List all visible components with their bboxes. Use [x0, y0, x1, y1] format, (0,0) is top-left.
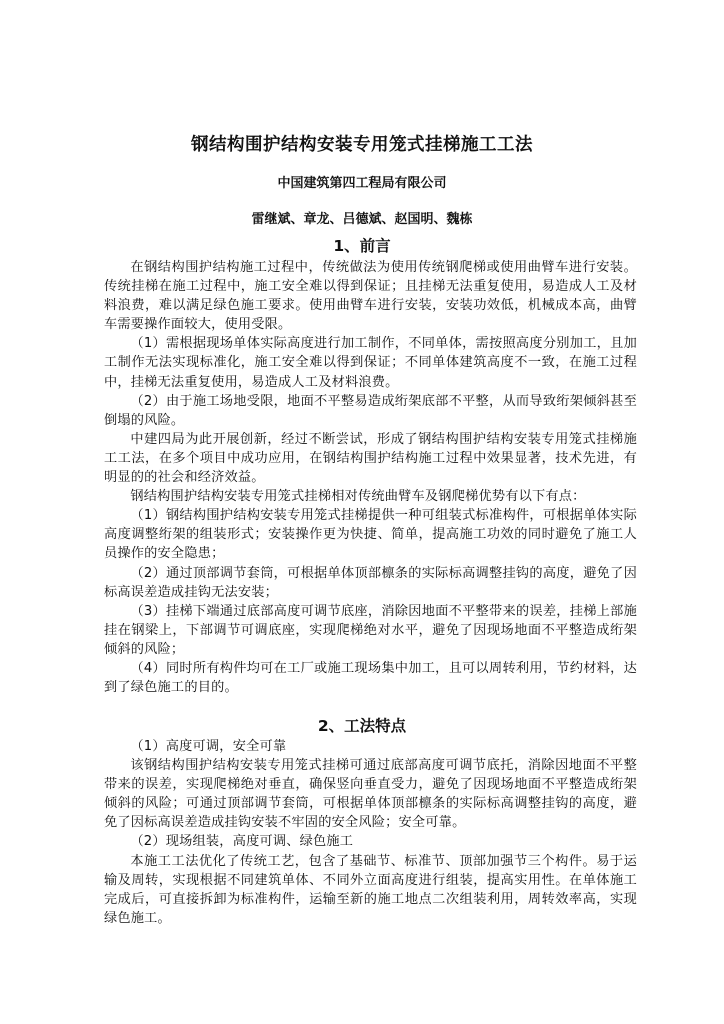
paragraph: （1）高度可调，安全可靠 [130, 739, 287, 754]
paragraph: 中建四局为此开展创新，经过不断尝试，形成了钢结构围护结构安装专用笼式挂梯施工工法，在多个项目中成功应用，在钢结构围护结构施工过程中效果显著，技术先进，有明显的的社会和经济效益。 [104, 431, 637, 486]
paragraph: 钢结构围护结构安装专用笼式挂梯相对传统曲臂车及钢爬梯优势有以下有点： [130, 489, 586, 505]
paragraph: （2）现场组装，高度可调、绿色施工 [130, 834, 354, 850]
paragraph: （1）需根据现场单体实际高度进行加工制作，不同单体，需按照高度分别加工，且加工制作无法实现标准化，施工安全难以得到保证；不同单体建筑高度不一致，在施工过程中，挂梯无法重复使用，易造成人工及材料浪费。 [104, 336, 637, 390]
paragraph: （2）通过顶部调节套筒，可根据单体顶部檩条的实际标高调整挂钩的高度，避免了因标高误差造成挂钩无法安装； [104, 565, 637, 600]
section-heading-preface: 1、前言 [333, 237, 391, 255]
paragraph: 本施工工法优化了传统工艺，包含了基础节、标准节、顶部加强节三个构件。易于运输及周转，实现根据不同建筑单体、不同外立面高度进行组装，提高实用性。在单体施工完成后，可直接拆卸为标准构件，运输至新的施工地点二次组装利用，周转效率高，实现绿色施工。 [104, 853, 637, 926]
author-list: 雷继斌、章龙、吕德斌、赵国明、魏栋 [251, 212, 473, 227]
paragraph: （4）同时所有构件均可在工厂或施工现场集中加工，且可以周转利用，节约材料，达到了绿色施工的目的。 [104, 660, 637, 696]
document-title: 钢结构围护结构安装专用笼式挂梯施工工法 [191, 135, 533, 155]
section-body-features [104, 737, 637, 928]
organization-name: 中国建筑第四工程局有限公司 [277, 176, 447, 191]
paragraph: 在钢结构围护结构施工过程中，传统做法为使用传统钢爬梯或使用曲臂车进行安装。传统挂梯在施工过程中，施工安全难以得到保证；且挂梯无法重复使用，易造成人工及材料浪费，难以满足绿色施工要求。使用曲臂车进行安装，安装功效低，机械成本高，曲臂车需要操作面较大，使用受限。 [104, 260, 637, 333]
paragraph: （1）钢结构围护结构安装专用笼式挂梯提供一种可组装式标准构件，可根据单体实际高度调整绗架的组装形式；安装操作更为快捷、简单，提高施工功效的同时避免了施工人员操作的安全隐患； [104, 508, 637, 562]
section-body-preface [104, 258, 637, 697]
paragraph: （3）挂梯下端通过底部高度可调节底座，消除因地面不平整带来的误差，挂梯上部施挂在钢梁上，下部调节可调底座，实现爬梯绝对水平，避免了因现场地面不平整造成绗架倾斜的风险； [104, 603, 637, 657]
paragraph: （2）由于施工场地受限，地面不平整易造成绗架底部不平整，从而导致绗架倾斜甚至倒塌的风险。 [104, 393, 637, 428]
section-heading-features: 2、工法特点 [317, 717, 407, 735]
paragraph: 该钢结构围护结构安装专用笼式挂梯可通过底部高度可调节底托，消除因地面不平整带来的误差，实现爬梯绝对垂直，确保竖向垂直受力，避免了因现场地面不平整造成绗架倾斜的风险；可通过顶部调节套筒，可根据单体顶部檩条的实际标高调整挂钩的高度，避免了因标高误差造成挂钩安装不牢固的安全风险；安全可靠。 [104, 758, 637, 831]
